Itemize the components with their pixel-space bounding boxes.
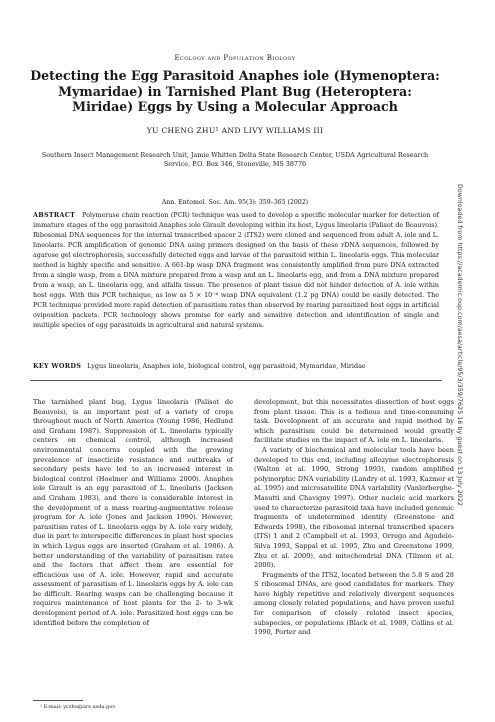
abstract-label: ABSTRACT: [33, 211, 76, 219]
download-sidebar: [456, 184, 471, 584]
abstract: [33, 210, 439, 330]
section-divider: [30, 380, 442, 381]
section-label: Ecology and Population Biology: [174, 54, 296, 62]
article-citation: Ann. Entomol. Soc. Am. 95(3): 359–365 (2002): [161, 199, 309, 206]
abstract-text: Polymerase chain reaction (PCR) technique was used to develop a specific molecular marker for detection of immature stages of the egg parasitoid Anaphes iole Girault developing within its host, Lygus lineolaris (Palisot de Beauvois). Ribosomal DNA sequences for the internal transcribed spacer 2 (ITS2) were cloned and sequenced from adult A. iole and L. lineolaris. PCR amplification of genomic DNA using primers designed on the basis of these rDNA sequences, followed by agarose gel electrophoresis, successfully detected eggs and larvae of the parasitoid within L. lineolaris eggs. This molecular method is highly specific and sensitive. A 661-bp wasp DNA fragment was consistently amplified from pure DNA extracted from a single wasp, from a DNA mixture prepared from a wasp and an L. lineolaris egg, and from a DNA mixture prepared from a wasp, an L. lineolaris egg, and alfalfa tissue. The presence of plant tissue did not hinder detection of A. iole within host eggs. With this PCR technique, as low as 5 × 10⁻⁶ wasp DNA equivalent (1.2 pg DNA) could be easily detected. The PCR technique provided more rapid detection of parasitism rates than observed by rearing parasitized host eggs in artificial oviposition packets. PCR technology shows promise for early and sensitive detection and identification of single and multiple species of egg parasitoids in agricultural and natural systems.: [33, 211, 439, 329]
body-paragraph: Fragments of the ITS2, located between the 5.8 S and 28 S ribosomal DNAs, are good candidates for markers. They have highly repetitive and relatively divergent sequences among closely related populations, and have proven useful for comparison of closely related insect species, subspecies, or populations (Black et al. 1989, Collins et al. 1990, Porter and: [254, 570, 454, 637]
body-paragraph: A variety of biochemical and molecular tools have been developed to this end, including allozyme electrophoresis (Walton et al. 1990, Strong 1993), random amplified polymorphic DNA variability (Landry et al. 1993, Kazmer et al. 1995) and microsatellite DNA variability (Vanlerberghe-Masutti and Chavigny 1997). Other nucleic acid markers used to characterize parasitoid taxa have included genomic fragments of undetermined identity (Greenstone and Edwards 1998), the ribosomal internal transcribed spacers (ITS) 1 and 2 (Campbell et al. 1993, Orrego and Agudelo-Silva 1993, Sappal et al. 1995, Zhu and Greenstone 1999, Zhu et al. 2000), and mitochondrial DNA (Tilmon et al. 2000).: [254, 445, 455, 570]
footnote: ¹ E-mail: yczhu@ars.usda.gov.: [40, 704, 117, 710]
body-paragraph: The tarnished plant bug, Lygus lineolaris (Palisot de Beauvois), is an important pest of a variety of crops throughout much of North America (Young 1986, Hedlund and Graham 1987). Suppression of L. lineolaris typically centers on chemical control, although increased environmental concerns coupled with the growing prevalence of insecticide resistance and outbreaks of secondary pests have led to an increased interest in biological control (Hoelmer and Williams 2000). Anaphes iole Girault is an egg parasitoid of L. lineolaris (Jackson and Graham 1983), and there is considerable interest in the development of a mass rearing-augmentative release program for A. iole (Jones and Jackson 1990). However, parasitism rates of L. lineolaris eggs by A. iole vary widely, due in part to interspecific differences in plant host species in which Lygus eggs are inserted (Graham et al. 1986). A better understanding of the variability of parasitism rates and the factors that affect them are essential for efficacious use of A. iole. However, rapid and accurate assessment of parasitism of L. lineolaris eggs by A. iole can be difficult. Rearing wasps can be challenging because it requires maintenance of host plants for the 2- to 3-wk development period of A. iole. Parasitized host eggs can be identified before the completion of: [33, 398, 233, 627]
download-notice[interactable]: Downloaded from https://academic.oup.com/aesa/article/95/3/359/7625 16 by guest on 13 July 2022: [456, 184, 463, 507]
keywords-label: KEY WORDS: [33, 362, 82, 370]
article-authors: YU CHENG ZHU¹ AND LIVY WILLIAMS III: [146, 126, 324, 135]
body-paragraph: development, but this necessitates dissection of host eggs from plant tissue. This is a tedious and time-consuming task. Development of an accurate and rapid method by which parasitism could be determined would greatly facilitate studies on the impact of A. iole on L. lineolaris.: [254, 398, 454, 445]
body-column-left: [33, 398, 233, 628]
article-title: Detecting the Egg Parasitoid Anaphes iole (Hymenoptera: Mymaridae) in Tarnished Plant Bug (Heteroptera: Miridae) Eggs by Using a Molecular Approach: [30, 68, 440, 114]
footnote-divider: [33, 700, 83, 701]
body-column-right: [254, 398, 454, 638]
keywords-text: Lygus lineolaris, Anaphes iole, biological control, egg parasitoid, Mymaridae, Miridae: [87, 362, 366, 370]
article-affiliation: Southern Insect Management Research Unit, Jamie Whitten Delta State Research Center, USDA Agricultural Research Service, P.O. Box 346, Stoneville, MS 38776: [41, 151, 429, 168]
keywords: [33, 362, 439, 371]
